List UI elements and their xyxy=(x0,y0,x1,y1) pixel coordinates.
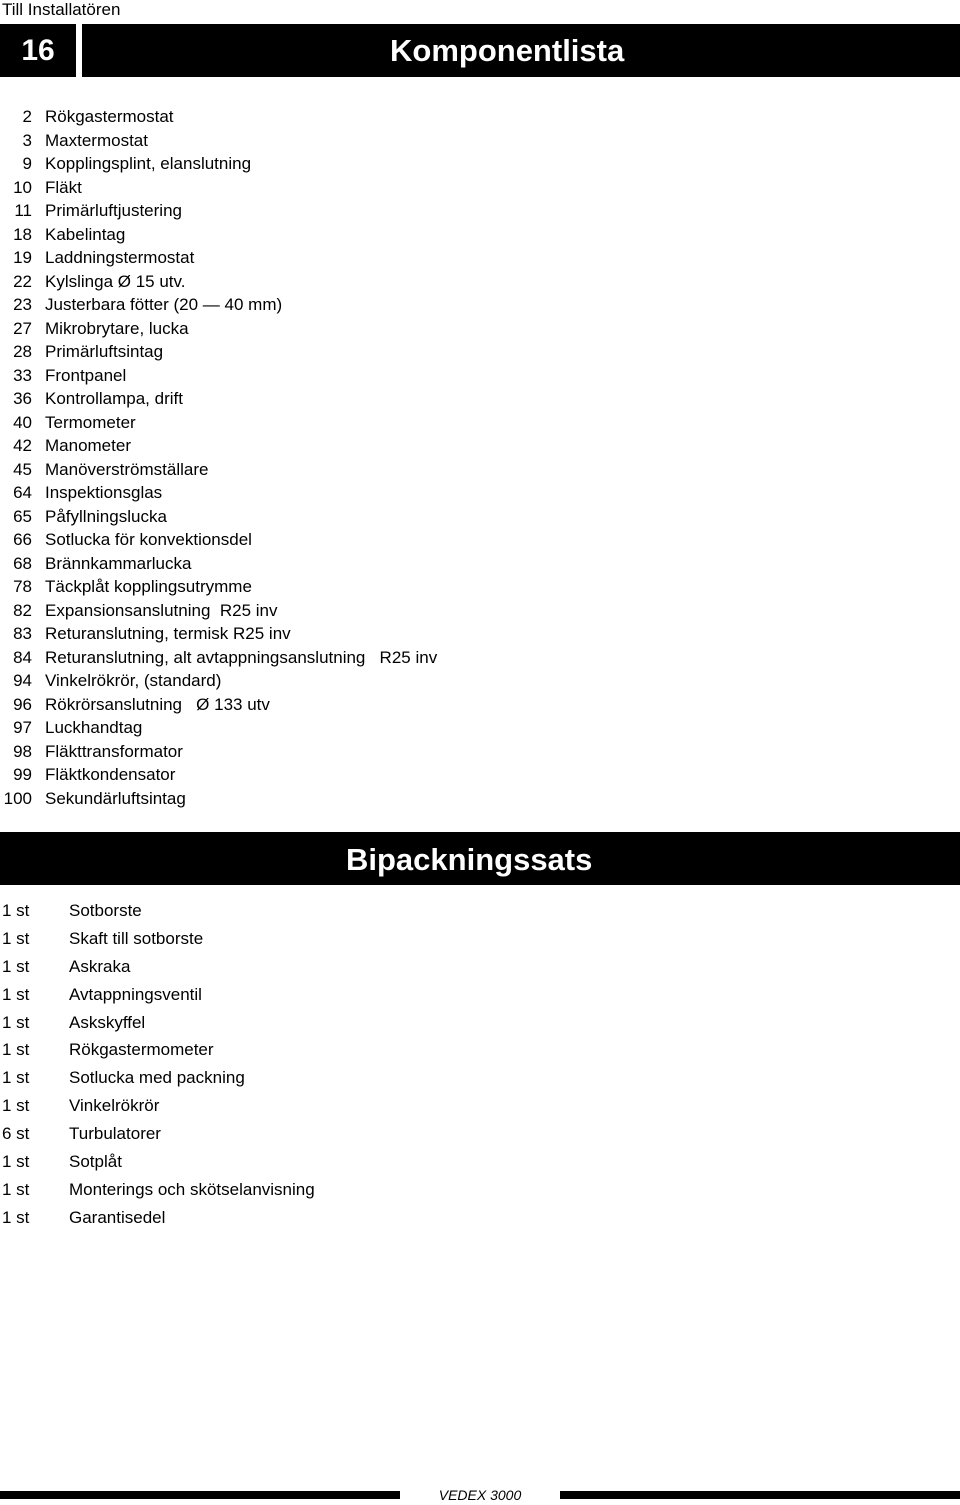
component-name: Maxtermostat xyxy=(45,130,148,150)
component-item xyxy=(0,622,437,646)
component-name: Frontpanel xyxy=(45,365,127,385)
accessory-item xyxy=(0,953,315,981)
accessory-item xyxy=(0,1204,315,1232)
component-number: 18 xyxy=(13,224,32,244)
component-number: 23 xyxy=(13,295,32,314)
component-name: Kopplingsplint, elanslutning xyxy=(45,154,252,173)
component-name: Rökrörsanslutning Ø 133 utv xyxy=(45,694,270,714)
component-item xyxy=(0,528,437,552)
accessory-quantity: 1 st xyxy=(2,1207,30,1227)
component-number: 27 xyxy=(13,318,32,338)
component-name: Sotlucka för konvektionsdel xyxy=(45,530,252,549)
component-number: 11 xyxy=(14,201,32,220)
component-name: Brännkammarlucka xyxy=(45,553,192,573)
component-number: 98 xyxy=(13,741,32,761)
component-item xyxy=(0,575,437,599)
component-item xyxy=(0,669,437,693)
accessory-name: Askskyffel xyxy=(69,1012,146,1032)
component-item xyxy=(0,458,437,482)
component-item xyxy=(0,693,437,717)
component-number: 97 xyxy=(13,718,32,737)
component-number: 84 xyxy=(13,647,32,667)
page-number: 16 xyxy=(21,34,55,67)
component-number: 2 xyxy=(22,107,32,126)
accessory-quantity: 1 st xyxy=(2,928,30,948)
footer-rule-left xyxy=(0,1491,400,1499)
component-number: 65 xyxy=(13,506,32,526)
page-title: Komponentlista xyxy=(390,33,625,68)
accessory-quantity: 1 st xyxy=(2,956,30,976)
component-number: 66 xyxy=(13,530,32,549)
accessory-name: Rökgastermometer xyxy=(69,1040,214,1060)
component-item xyxy=(0,317,437,341)
component-item xyxy=(0,340,437,364)
component-name: Rökgastermostat xyxy=(45,107,174,126)
accessory-item xyxy=(0,1092,315,1120)
component-name: Justerbara fötter (20 — 40 mm) xyxy=(45,295,283,314)
component-number: 100 xyxy=(3,788,32,808)
accessory-name: Avtappningsventil xyxy=(69,984,202,1004)
accessories-title: Bipackningssats xyxy=(346,842,593,877)
component-number: 10 xyxy=(13,177,32,197)
component-name: Returanslutning, termisk R25 inv xyxy=(45,624,291,643)
accessory-name: Sotlucka med packning xyxy=(69,1068,245,1088)
component-name: Manöverströmställare xyxy=(45,459,209,479)
component-number: 94 xyxy=(13,671,32,690)
component-number: 96 xyxy=(13,694,32,714)
component-name: Kylslinga Ø 15 utv. xyxy=(45,271,186,291)
accessory-item xyxy=(0,897,315,925)
accessory-item xyxy=(0,981,315,1009)
accessory-item xyxy=(0,1064,315,1092)
accessory-quantity: 1 st xyxy=(2,1179,30,1199)
accessory-name: Vinkelrökrör xyxy=(69,1096,160,1116)
component-number: 83 xyxy=(13,624,32,643)
section-label: Till Installatören xyxy=(2,0,121,19)
component-item xyxy=(0,152,437,176)
accessory-item xyxy=(0,1009,315,1037)
component-number: 68 xyxy=(13,553,32,573)
accessory-quantity: 1 st xyxy=(2,1040,30,1060)
component-name: Laddningstermostat xyxy=(45,248,195,267)
accessory-item xyxy=(0,1176,315,1204)
component-item xyxy=(0,105,437,129)
component-item xyxy=(0,434,437,458)
accessory-name: Sotplåt xyxy=(69,1152,122,1172)
component-item xyxy=(0,740,437,764)
component-number: 82 xyxy=(13,600,32,620)
component-item xyxy=(0,246,437,270)
component-name: Fläkttransformator xyxy=(45,741,183,761)
component-item xyxy=(0,364,437,388)
component-item xyxy=(0,293,437,317)
component-name: Manometer xyxy=(45,436,131,455)
component-name: Inspektionsglas xyxy=(45,483,163,502)
component-name: Termometer xyxy=(45,412,136,432)
component-name: Sekundärluftsintag xyxy=(45,788,186,808)
component-name: Mikrobrytare, lucka xyxy=(45,318,189,338)
component-item xyxy=(0,176,437,200)
component-number: 36 xyxy=(13,389,32,408)
component-number: 33 xyxy=(13,365,32,385)
component-name: Kabelintag xyxy=(45,224,126,244)
component-name: Returanslutning, alt avtappningsanslutning R25 inv xyxy=(45,647,438,667)
accessory-name: Skaft till sotborste xyxy=(69,928,204,948)
component-item xyxy=(0,599,437,623)
accessory-quantity: 1 st xyxy=(2,1012,30,1032)
component-name: Kontrollampa, drift xyxy=(45,389,183,408)
component-number: 99 xyxy=(13,765,32,784)
accessory-item xyxy=(0,1036,315,1064)
component-name: Fläkt xyxy=(45,177,82,197)
component-item xyxy=(0,787,437,811)
accessory-item xyxy=(0,1120,315,1148)
footer-product-name: VEDEX 3000 xyxy=(438,1487,522,1503)
accessory-name: Turbulatorer xyxy=(69,1124,161,1144)
component-item xyxy=(0,646,437,670)
component-item xyxy=(0,223,437,247)
component-name: Primärluftjustering xyxy=(45,201,182,220)
accessory-name: Askraka xyxy=(69,956,131,976)
component-name: Luckhandtag xyxy=(45,718,143,737)
component-item xyxy=(0,552,437,576)
component-number: 42 xyxy=(13,436,32,455)
accessory-quantity: 1 st xyxy=(2,984,30,1004)
component-name: Primärluftsintag xyxy=(45,342,164,361)
component-number: 19 xyxy=(13,248,32,267)
accessories-list xyxy=(0,897,315,1232)
accessory-name: Monterings och skötselanvisning xyxy=(69,1179,315,1199)
component-number: 9 xyxy=(22,154,32,173)
component-number: 22 xyxy=(13,271,32,291)
accessory-item xyxy=(0,1148,315,1176)
component-item xyxy=(0,763,437,787)
component-list xyxy=(0,105,437,810)
component-name: Expansionsanslutning R25 inv xyxy=(45,600,278,620)
component-item xyxy=(0,387,437,411)
accessory-name: Sotborste xyxy=(69,901,142,920)
accessory-quantity: 1 st xyxy=(2,1096,30,1116)
component-item xyxy=(0,129,437,153)
component-number: 45 xyxy=(13,459,32,479)
accessory-name: Garantisedel xyxy=(69,1207,166,1227)
accessory-quantity: 1 st xyxy=(2,901,30,920)
component-number: 3 xyxy=(22,130,32,150)
component-name: Påfyllningslucka xyxy=(45,506,167,526)
component-item xyxy=(0,270,437,294)
component-item xyxy=(0,481,437,505)
component-item xyxy=(0,199,437,223)
component-name: Vinkelrökrör, (standard) xyxy=(45,671,222,690)
component-number: 40 xyxy=(13,412,32,432)
footer-rule-right xyxy=(560,1491,960,1499)
accessory-quantity: 1 st xyxy=(2,1152,30,1172)
component-number: 28 xyxy=(13,342,32,361)
component-number: 78 xyxy=(13,577,32,596)
component-item xyxy=(0,716,437,740)
accessory-quantity: 6 st xyxy=(2,1124,30,1144)
component-number: 64 xyxy=(13,483,32,502)
accessory-quantity: 1 st xyxy=(2,1068,30,1088)
component-item xyxy=(0,411,437,435)
accessory-item xyxy=(0,925,315,953)
component-item xyxy=(0,505,437,529)
component-name: Fläktkondensator xyxy=(45,765,176,784)
component-name: Täckplåt kopplingsutrymme xyxy=(45,577,252,596)
